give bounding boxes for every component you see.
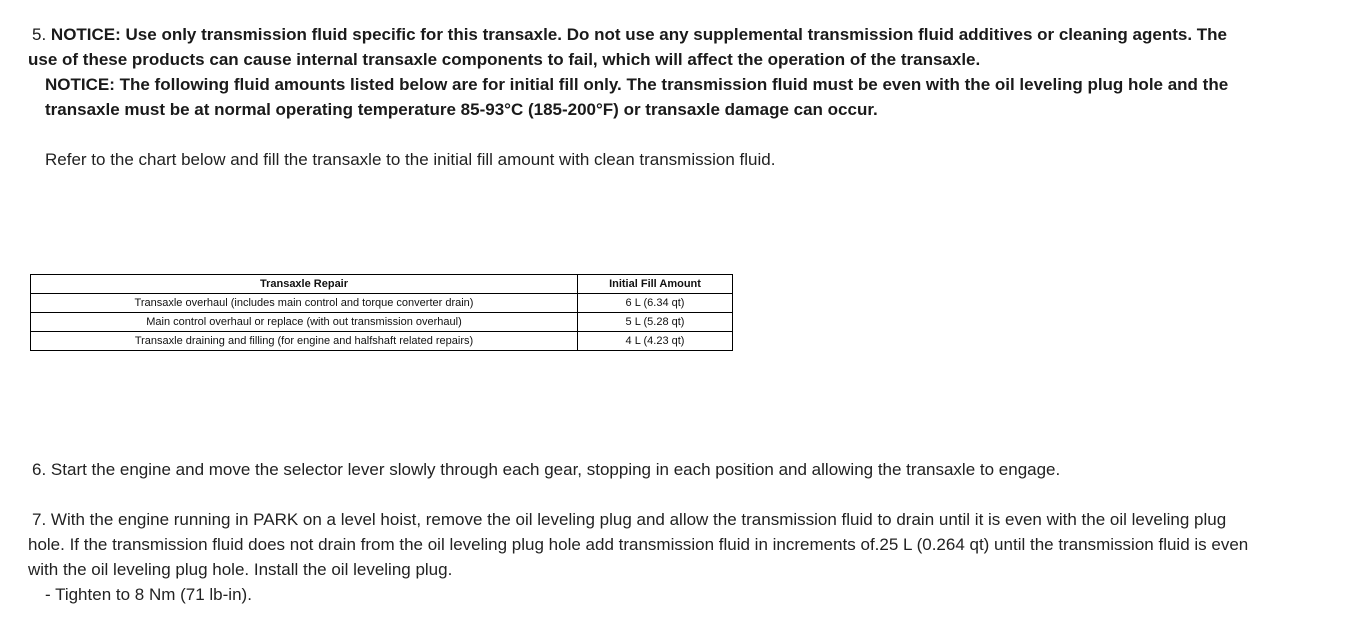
step-5-notice-1 — [28, 22, 1258, 72]
cell-repair: Transaxle draining and filling (for engine and halfshaft related repairs) — [31, 332, 578, 351]
step-5-notice-2: NOTICE: The following fluid amounts listed below are for initial fill only. The transmission fluid must be even with the oil leveling plug hole and the transaxle must be at normal operating temperature 85-93°C (185-200°F) or transaxle damage can occur. — [45, 75, 1229, 119]
cell-repair: Transaxle overhaul (includes main control and torque converter drain) — [31, 294, 578, 313]
step-5-instruction: Refer to the chart below and fill the transaxle to the initial fill amount with clean transmission fluid. — [45, 150, 776, 169]
cell-amount: 4 L (4.23 qt) — [578, 332, 733, 351]
step-6-text: Start the engine and move the selector lever slowly through each gear, stopping in each position and allowing the transaxle to engage. — [50, 460, 1061, 479]
table-row — [31, 313, 733, 332]
spacer — [28, 122, 1258, 147]
step-5-number: 5. — [32, 25, 47, 44]
step-7-torque-spec: - Tighten to 8 Nm (71 lb-in). — [45, 585, 252, 604]
initial-fill-table — [30, 274, 733, 351]
cell-amount: 6 L (6.34 qt) — [578, 294, 733, 313]
initial-fill-table-container — [30, 274, 733, 351]
cell-amount: 5 L (5.28 qt) — [578, 313, 733, 332]
step-7-text: With the engine running in PARK on a level hoist, remove the oil leveling plug and allow the transmission fluid to drain until it is even with the oil leveling plug hole. If the transmission fluid does not drain from the oil leveling plug hole add transmission fluid in increments of.25 L (0.264 qt) until the transmission fluid is even with the oil leveling plug hole. Install the oil leveling plug. — [28, 510, 1249, 579]
notice-1-text: NOTICE: Use only transmission fluid specific for this transaxle. Do not use any supplemental transmission fluid additives or cleaning agents. The use of these products can cause internal transaxle components to fail, which will affect the operation of the transaxle. — [28, 25, 1228, 69]
step-7 — [28, 507, 1258, 582]
step-6 — [28, 457, 1258, 482]
table-row — [31, 294, 733, 313]
header-initial-fill-amount: Initial Fill Amount — [578, 275, 733, 294]
step-7-number: 7. — [32, 510, 47, 529]
spacer — [28, 482, 1258, 507]
procedure-steps-continued — [28, 457, 1258, 607]
table-row — [31, 332, 733, 351]
step-6-number: 6. — [32, 460, 47, 479]
cell-repair: Main control overhaul or replace (with out transmission overhaul) — [31, 313, 578, 332]
procedure-document — [28, 22, 1258, 172]
header-transaxle-repair: Transaxle Repair — [31, 275, 578, 294]
table-header-row — [31, 275, 733, 294]
